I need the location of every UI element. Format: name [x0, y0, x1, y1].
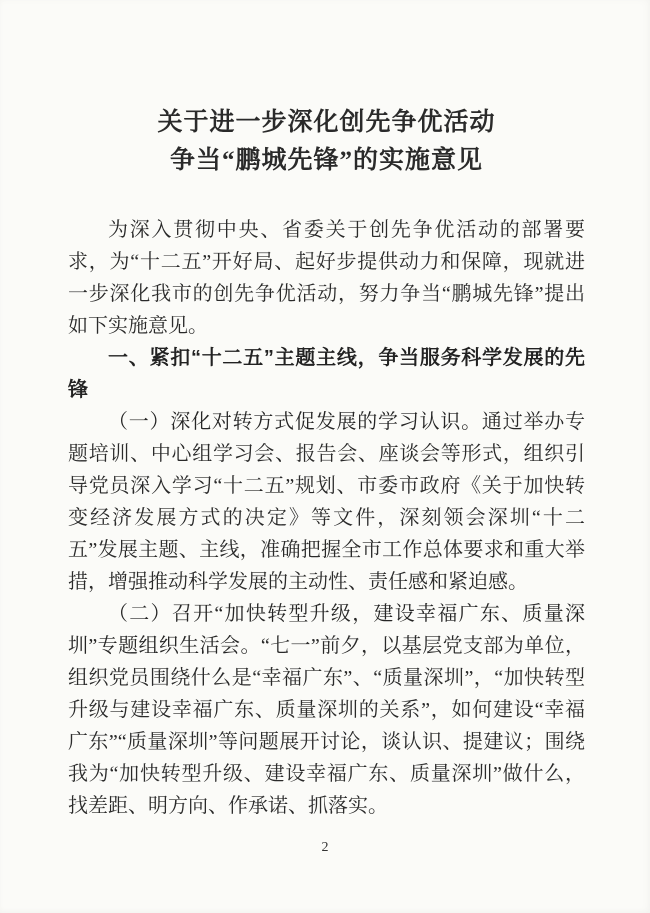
title-line-2: 争当“鹏城先锋”的实施意见: [169, 147, 483, 174]
document-title: [68, 104, 585, 180]
paragraph-item-2: [68, 598, 585, 822]
title-line-1: 关于进一步深化创先争优活动: [157, 109, 496, 136]
item-2-body-text: “七一”前夕，以基层党支部为单位，组织党员围绕什么是“幸福广东”、“质量深圳”，“加快转型升级与建设幸福广东、质量深圳的关系”，如何建设“幸福广东”“质量深圳”等问题展开讨论，谈认识、提建议；围绕我为“加快转型升级、建设幸福广东、质量深圳”做什么，找差距、明方向、作承诺、抓落实。: [68, 635, 585, 817]
paragraph-item-1: [68, 406, 585, 598]
document-content: [68, 0, 585, 822]
section-heading-1: 一、紧扣“十二五”主题主线，争当服务科学发展的先锋: [68, 347, 585, 401]
item-1-body-text: 通过举办专题培训、中心组学习会、报告会、座谈会等形式，组织引导党员深入学习“十二五”规划、市委市政府《关于加快转变经济发展方式的决定》等文件，深刻领会深圳“十二五”发展主题、主线，准确把握全市工作总体要求和重大举措，增强推动科学发展的主动性、责任感和紧迫感。: [68, 411, 586, 593]
item-2-lead-sentence: （二）召开“加快转型升级，建设幸福广东、质量深圳”专题组织生活会。: [68, 603, 585, 657]
item-1-lead-sentence: （一）深化对转方式促发展的学习认识。: [108, 411, 482, 433]
paragraph-intro: 为深入贯彻中央、省委关于创先争优活动的部署要求，为“十二五”开好局、起好步提供动力和保障，现就进一步深化我市的创先争优活动，努力争当“鹏城先锋”提出如下实施意见。: [68, 219, 585, 337]
page-number: 2: [321, 840, 329, 855]
